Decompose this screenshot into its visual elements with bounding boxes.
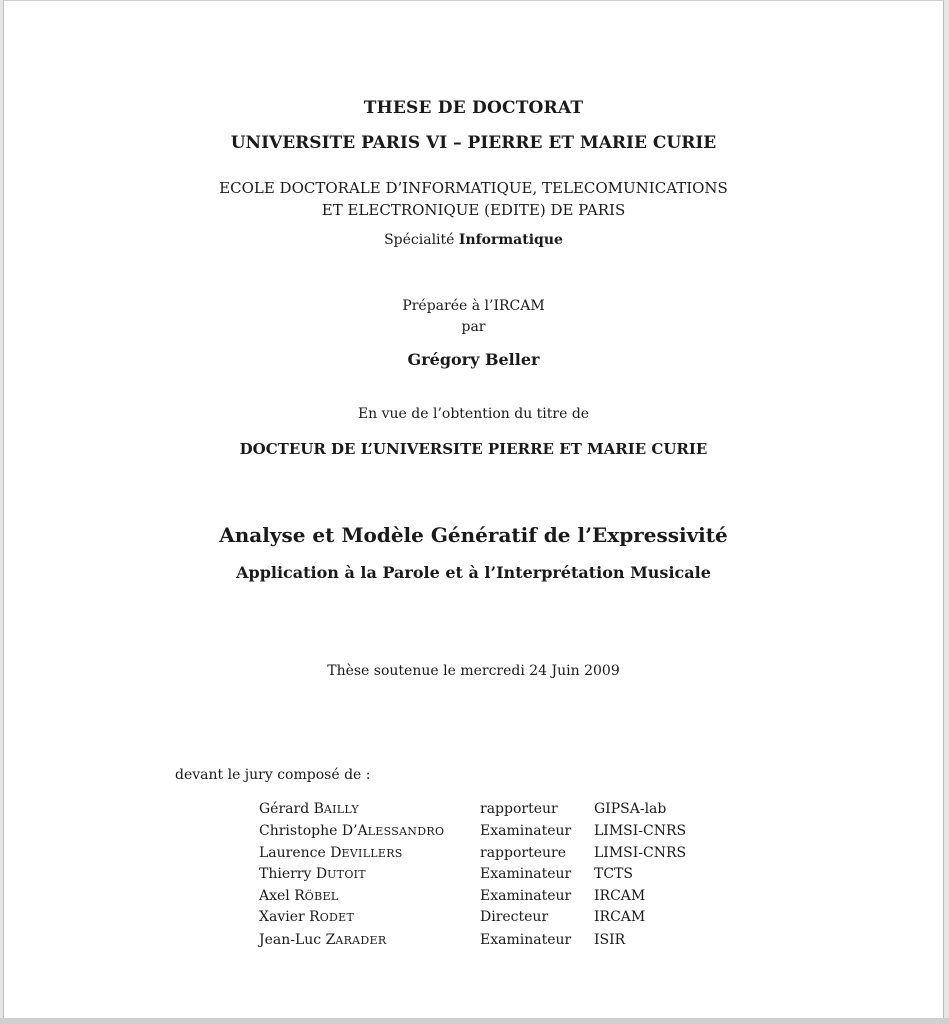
thesis-title: Analyse et Modèle Génératif de l’Expressivité [219,523,728,547]
viewer-bottom-edge [0,1018,949,1024]
jury-member-role: Examinateur [480,888,572,904]
document-type-heading: THESE DE DOCTORAT [363,98,584,118]
thesis-subtitle: Application à la Parole et à l’Interprétation Musicale [236,563,711,582]
jury-member-name: Laurence DEVILLERS [259,845,403,861]
jury-member-name: Thierry DUTOIT [259,866,366,882]
jury-member-institution: IRCAM [594,888,646,904]
document-page [3,0,944,1018]
jury-intro: devant le jury composé de : [175,767,371,783]
jury-member-institution: TCTS [594,866,633,882]
doctoral-school-line-1: ECOLE DOCTORALE D’INFORMATIQUE, TELECOMUNICATIONS [219,179,728,197]
degree-intro-line: En vue de l’obtention du titre de [357,406,590,422]
jury-member-institution: GIPSA-lab [594,801,667,817]
jury-member-institution: LIMSI-CNRS [594,845,687,861]
jury-member-institution: LIMSI-CNRS [594,823,687,839]
university-heading: UNIVERSITE PARIS VI – PIERRE ET MARIE CURIE [230,133,717,153]
jury-member-role: Directeur [480,909,549,925]
jury-member-role: Examinateur [480,823,572,839]
specialty-label: Spécialité [384,232,455,248]
degree-title: DOCTEUR DE L’UNIVERSITE PIERRE ET MARIE CURIE [239,440,708,458]
par-line: par [461,319,486,335]
specialty-line [4,232,943,248]
jury-member-name: Jean-Luc ZARADER [259,932,387,948]
jury-member-role: Examinateur [480,932,572,948]
jury-member-institution: IRCAM [594,909,646,925]
specialty-value: Informatique [458,232,563,248]
jury-member-role: Examinateur [480,866,572,882]
jury-member-name: Axel RÖBEL [259,888,339,904]
jury-member-name: Gérard BAILLY [259,801,359,817]
defense-date: Thèse soutenue le mercredi 24 Juin 2009 [327,663,620,679]
doctoral-school-line-2: ET ELECTRONIQUE (EDITE) DE PARIS [321,201,626,219]
jury-member-institution: ISIR [594,932,626,948]
jury-member-role: rapporteur [480,801,558,817]
prepared-at-line: Préparée à l’IRCAM [402,298,545,314]
jury-member-role: rapporteure [480,845,566,861]
jury-member-name: Xavier RODET [259,909,355,925]
author-name: Grégory Beller [407,350,540,369]
jury-member-name: Christophe D’ALESSANDRO [259,823,445,839]
